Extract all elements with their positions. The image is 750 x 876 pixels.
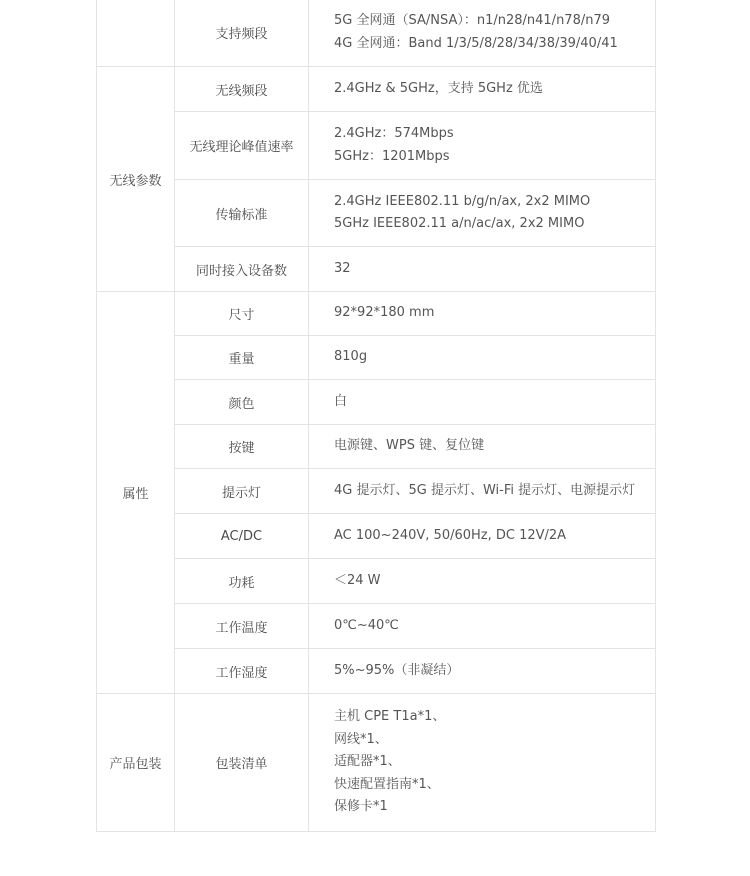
param-name: 重量: [175, 336, 309, 380]
param-value: [309, 247, 656, 292]
param-value: [309, 514, 656, 559]
value-line: 92*92*180 mm: [334, 305, 435, 321]
param-name: 无线频段: [175, 67, 309, 112]
value-line: 5%~95%（非凝结）: [334, 662, 460, 678]
value-line: 保修卡*1: [334, 799, 388, 815]
param-value: [309, 336, 656, 380]
param-value: [309, 292, 656, 336]
table-row: [97, 112, 656, 180]
value-line: 2.4GHz：574Mbps: [334, 126, 454, 141]
table-row: [97, 604, 656, 649]
value-line: 5GHz：1201Mbps: [334, 148, 450, 164]
param-name: 提示灯: [175, 469, 309, 514]
value-line: 810g: [334, 349, 368, 365]
table-row: [97, 559, 656, 604]
param-name: 无线理论峰值速率: [175, 112, 309, 180]
table-row: [97, 694, 656, 832]
param-name: 传输标准: [175, 180, 309, 247]
value-line: 白: [334, 393, 348, 409]
value-line: 5GHz IEEE802.11 a/n/ac/ax, 2x2 MIMO: [334, 216, 585, 231]
param-value: [309, 649, 656, 694]
value-line: 5G 全网通（SA/NSA）：n1/n28/n41/n78/n79: [334, 13, 611, 28]
table-row: [97, 469, 656, 514]
value-line: 0℃~40℃: [334, 617, 399, 633]
table-row: [97, 180, 656, 247]
param-name: 工作温度: [175, 604, 309, 649]
value-line: AC 100~240V, 50/60Hz, DC 12V/2A: [334, 527, 567, 543]
param-value: [309, 380, 656, 425]
value-line: 4G 全网通：Band 1/3/5/8/28/34/38/39/40/41: [334, 35, 618, 51]
table-row: [97, 425, 656, 469]
category-cell-wireless: 无线参数: [97, 67, 175, 292]
param-value: [309, 425, 656, 469]
table-row: [97, 514, 656, 559]
value-line: 电源键、WPS 键、复位键: [334, 438, 485, 454]
value-line: ＜24 W: [334, 572, 381, 588]
param-name: 颜色: [175, 380, 309, 425]
param-name: AC/DC: [175, 514, 309, 559]
value-line: 2.4GHz IEEE802.11 b/g/n/ax, 2x2 MIMO: [334, 193, 591, 209]
value-line: 适配器*1、: [334, 754, 401, 770]
table-row: [97, 292, 656, 336]
param-name: 工作湿度: [175, 649, 309, 694]
param-name: 包装清单: [175, 694, 309, 832]
table-row: [97, 336, 656, 380]
param-value: [309, 112, 656, 180]
param-name: 同时接入设备数: [175, 247, 309, 292]
param-name: 尺寸: [175, 292, 309, 336]
table-row: [97, 67, 656, 112]
param-name: 支持频段: [175, 0, 309, 67]
param-name: 功耗: [175, 559, 309, 604]
category-cell: [97, 0, 175, 67]
category-cell-attributes: 属性: [97, 292, 175, 694]
param-value: [309, 559, 656, 604]
value-line: 快速配置指南*1、: [334, 776, 440, 792]
param-value: [309, 604, 656, 649]
param-value: [309, 694, 656, 832]
table-row: [97, 247, 656, 292]
table-row: [97, 0, 656, 67]
value-line: 主机 CPE T1a*1、: [334, 709, 446, 725]
param-value: [309, 180, 656, 247]
value-line: 4G 提示灯、5G 提示灯、Wi-Fi 提示灯、电源提示灯: [334, 482, 636, 498]
table-row: [97, 649, 656, 694]
value-line: 32: [334, 260, 351, 276]
param-value: [309, 0, 656, 67]
param-value: [309, 67, 656, 112]
category-cell-package: 产品包装: [97, 694, 175, 832]
table-row: [97, 380, 656, 425]
spec-table: [96, 0, 656, 832]
param-value: [309, 469, 656, 514]
value-line: 2.4GHz & 5GHz，支持 5GHz 优选: [334, 80, 543, 96]
param-name: 按键: [175, 425, 309, 469]
value-line: 网线*1、: [334, 731, 388, 747]
